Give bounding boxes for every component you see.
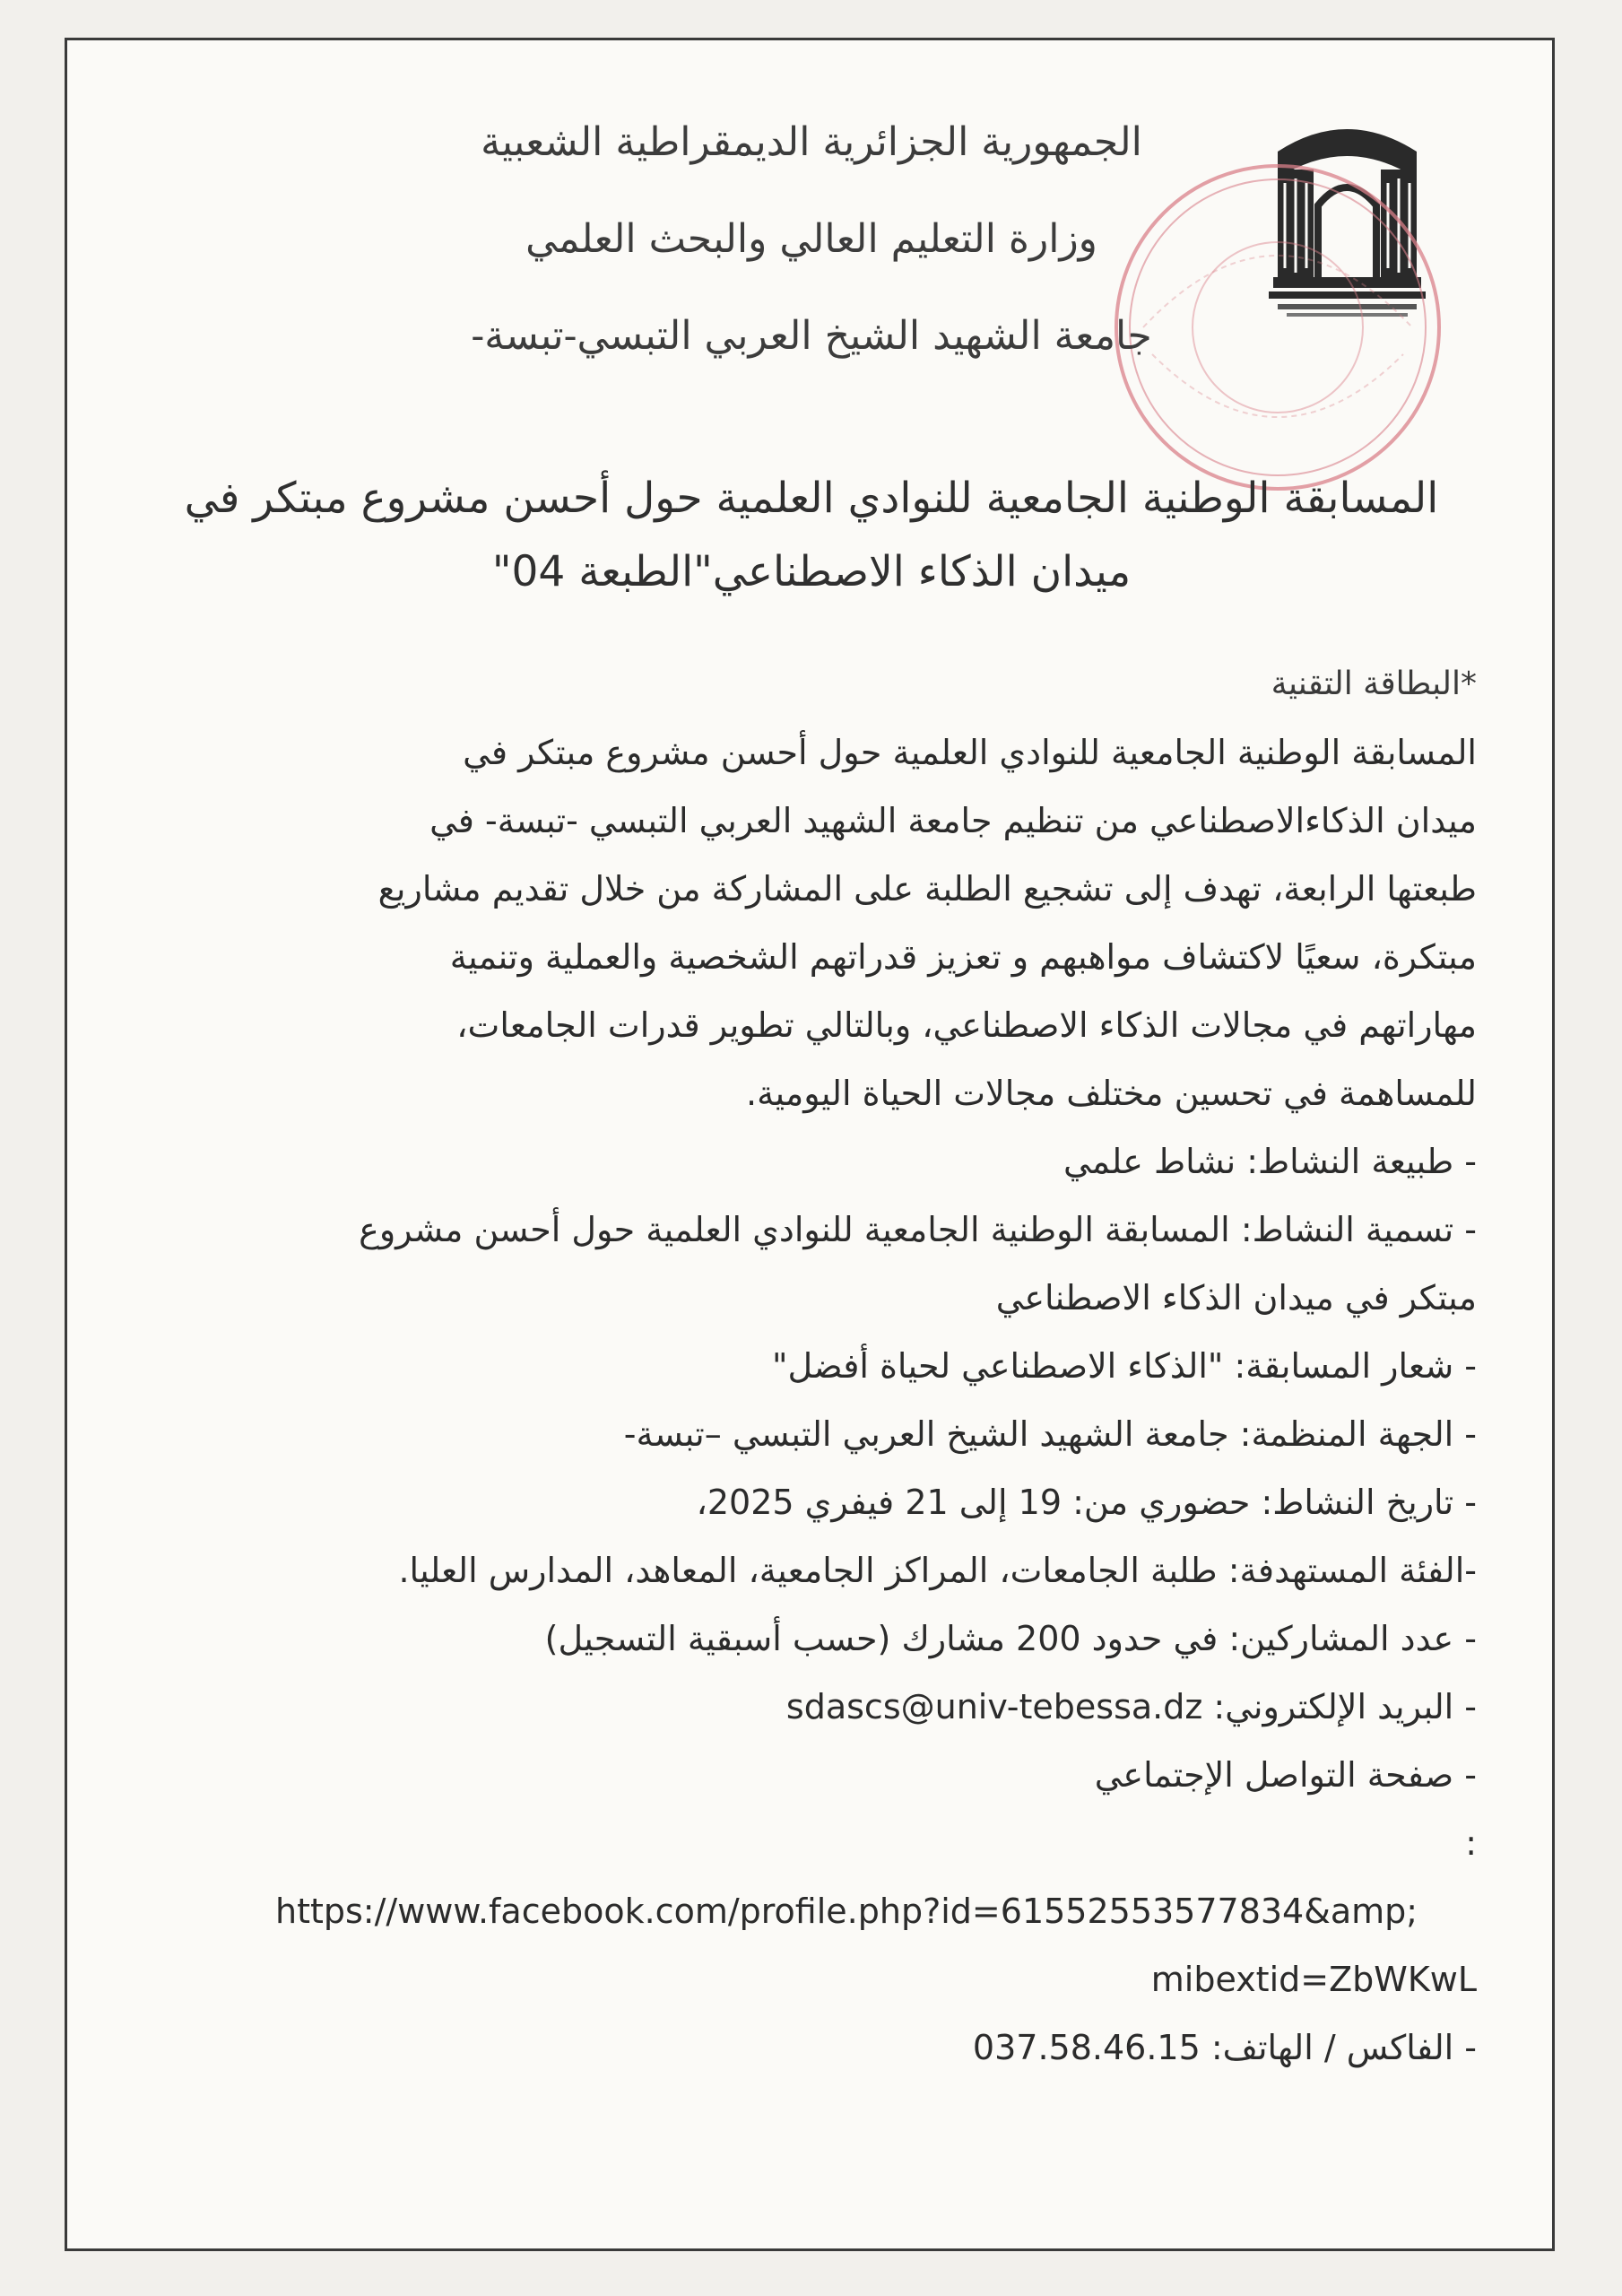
title-line-1: المسابقة الوطنية الجامعية للنوادي العلمية حول أحسن مشروع مبتكر في	[184, 474, 1439, 523]
section-heading: *البطاقة التقنية	[1271, 665, 1477, 702]
document-title	[166, 462, 1457, 609]
competition-slogan: - شعار المسابقة: "الذكاء الاصطناعي لحياة أفضل"	[772, 1346, 1477, 1386]
document-page	[65, 38, 1555, 2251]
social-page-label: - صفحة التواصل الإجتماعي	[1094, 1755, 1477, 1795]
activity-name-line-2: مبتكر في ميدان الذكاء الاصطناعي	[995, 1278, 1477, 1318]
email-row	[186, 1673, 1477, 1741]
email-link[interactable]: sdascs@univ-tebessa.dz	[785, 1687, 1203, 1726]
country-name: الجمهورية الجزائرية الديمقراطية الشعبية	[481, 119, 1142, 165]
intro-paragraph-line: مهاراتهم في مجالات الذكاء الاصطناعي، وبالتالي تطوير قدرات الجامعات،	[456, 1005, 1477, 1045]
activity-name-line-1: - تسمية النشاط: المسابقة الوطنية الجامعية للنوادي العلمية حول أحسن مشروع	[359, 1210, 1477, 1249]
document-body	[186, 650, 1477, 2082]
target-audience: -الفئة المستهدفة: طلبة الجامعات، المراكز الجامعية، المعاهد، المدارس العليا.	[398, 1551, 1477, 1590]
intro-paragraph-line: مبتكرة، سعيًا لاكتشاف مواهبهم و تعزيز قدراتهم الشخصية والعملية وتنمية	[449, 937, 1477, 977]
intro-paragraph-line: طبعتها الرابعة، تهدف إلى تشجيع الطلبة على المشاركة من خلال تقديم مشاريع	[377, 869, 1477, 909]
social-page-colon: :	[1465, 1823, 1477, 1863]
title-line-2: ميدان الذكاء الاصطناعي"الطبعة 04"	[491, 547, 1132, 596]
intro-paragraph-line: المسابقة الوطنية الجامعية للنوادي العلمية حول أحسن مشروع مبتكر في	[463, 733, 1477, 772]
university-name: جامعة الشهيد الشيخ العربي التبسي-تبسة-	[471, 313, 1152, 359]
phone-row	[186, 2013, 1477, 2082]
social-page-url-line-1[interactable]: https://www.facebook.com/profile.php?id=61552553577834&amp;	[275, 1892, 1418, 1931]
activity-nature: - طبيعة النشاط: نشاط علمي	[1063, 1142, 1477, 1181]
email-label: - البريد الإلكتروني:	[1202, 1687, 1477, 1726]
intro-paragraph-line: ميدان الذكاءالاصطناعي من تنظيم جامعة الشهيد العربي التبسي -تبسة- في	[429, 801, 1477, 840]
ministry-name: وزارة التعليم العالي والبحث العلمي	[525, 216, 1097, 262]
letterhead	[336, 94, 1287, 385]
social-page-url-line-2[interactable]: mibextid=ZbWKwL	[1150, 1960, 1477, 1999]
phone-label: - الفاكس / الهاتف:	[1200, 2028, 1477, 2067]
participants-count: - عدد المشاركين: في حدود 200 مشارك (حسب أسبقية التسجيل)	[544, 1619, 1477, 1658]
activity-date: - تاريخ النشاط: حضوري من: 19 إلى 21 فيفري 2025،	[696, 1483, 1477, 1522]
organizer: - الجهة المنظمة: جامعة الشهيد الشيخ العربي التبسي –تبسة-	[623, 1414, 1477, 1454]
intro-paragraph-line: للمساهمة في تحسين مختلف مجالات الحياة اليومية.	[746, 1074, 1477, 1113]
phone-number: 037.58.46.15	[972, 2028, 1201, 2067]
